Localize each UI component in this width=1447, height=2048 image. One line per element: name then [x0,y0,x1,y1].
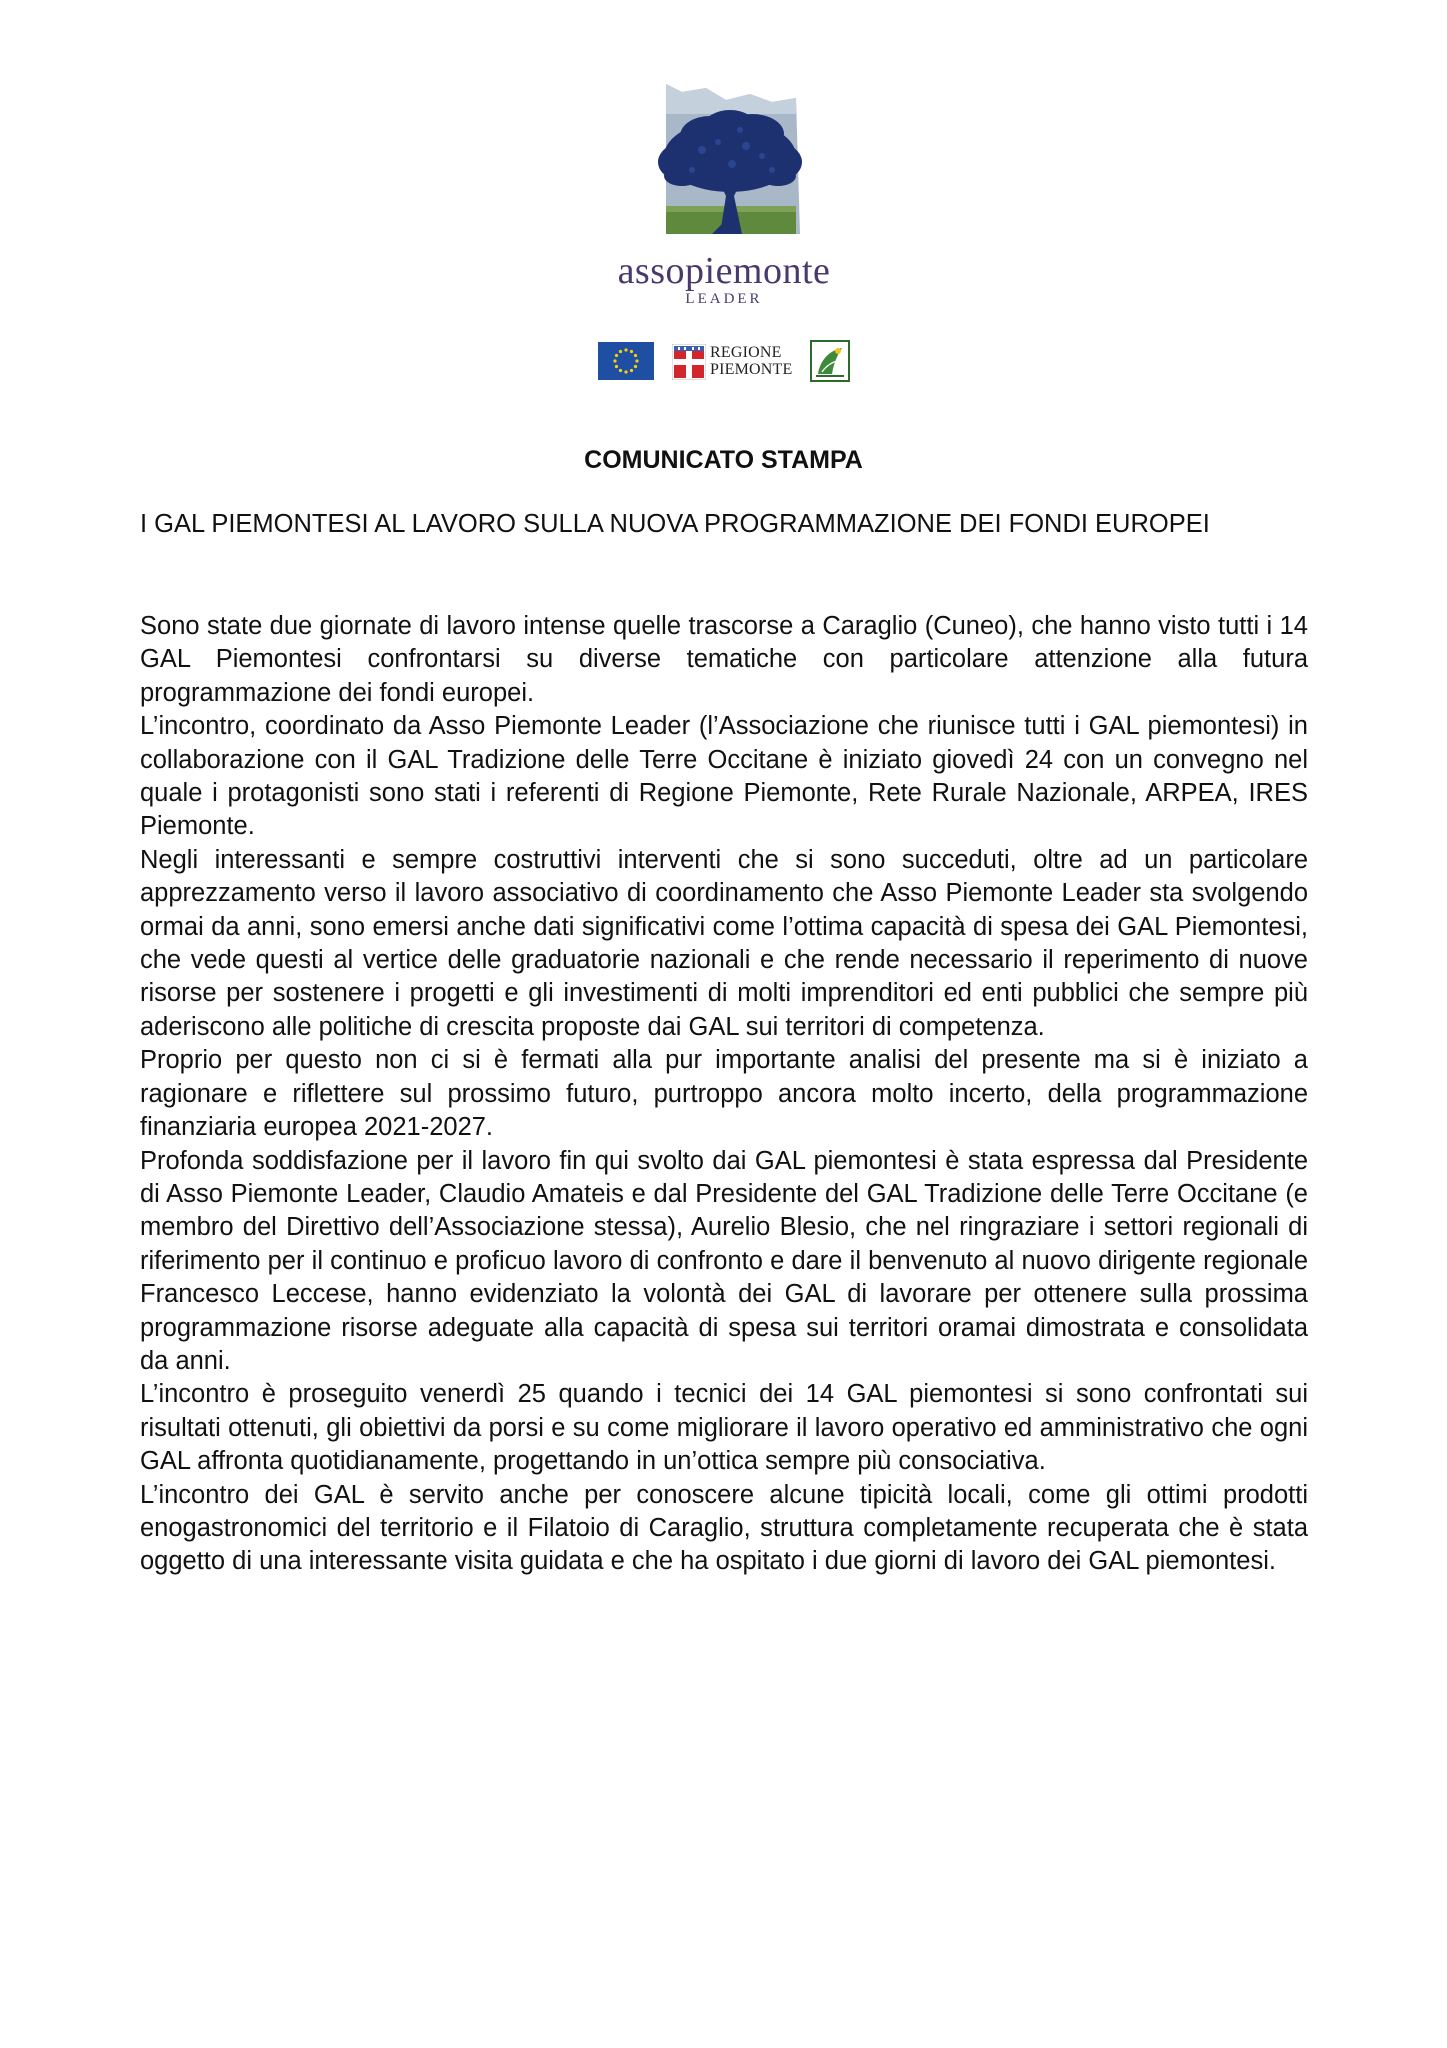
regione-label-line1: REGIONE [710,344,782,361]
partner-logos [596,340,858,382]
brand-name: assopiemonte [617,250,831,292]
tree-logo-icon [622,84,824,256]
body-paragraph: Proprio per questo non ci si è fermati alla pur importante analisi del presente ma si è iniziato a ragionare e riflettere sul prossimo futuro, purtroppo ancora molto incerto, della programmazione finanziaria europea 2021-2027. [140,1046,1308,1142]
body-paragraph: Profonda soddisfazione per il lavoro fin qui svolto dai GAL piemontesi è stata espressa dal Presidente di Asso Piemonte Leader, Claudio Amateis e dal Presidente del GAL Tradizione delle Terre Occitane (e membro del Direttivo dell’Associazione stessa), Aurelio Blesio, che nel ringraziare i settori regionali di riferimento per il continuo e proficuo lavoro di confronto e dare il benvenuto al nuovo dirigente regionale Francesco Leccese, hanno evidenziato la volontà dei GAL di lavorare per ottenere sulla prossima programmazione risorse adeguate alla capacità di spesa sui territori oramai dimostrata e consolidata da anni. [140,1146,1308,1375]
body-paragraph: L’incontro, coordinato da Asso Piemonte Leader (l’Associazione che riunisce tutti i GAL piemontesi) in collaborazione con il GAL Tradizione delle Terre Occitane è iniziato giovedì 24 con un convegno nel quale i protagonisti sono stati i referenti di Regione Piemonte, Rete Rurale Nazionale, ARPEA, IRES Piemonte. [140,712,1308,841]
regione-label-line2: PIEMONTE [710,361,793,378]
body-paragraph: Negli interessanti e sempre costruttivi interventi che si sono succeduti, oltre ad un particolare apprezzamento verso il lavoro associativo di coordinamento che Asso Piemonte Leader sta svolgendo ormai da anni, sono emersi anche dati significativi come l’ottima capacità di spesa dei GAL Piemontesi, che vede questi al vertice delle graduatorie nazionali e che rende necessario il reperimento di nuove risorse per sostenere i progetti e gli investimenti di molti imprenditori ed enti pubblici che sempre più aderiscono alle politiche di crescita proposte dai GAL sui territori di competenza. [140,845,1308,1041]
regione-piemonte-label [710,344,792,378]
regione-piemonte-logo [672,344,793,380]
eu-flag-icon [598,342,654,380]
assopiemonte-logo [604,84,844,314]
brand-subtitle: LEADER [685,291,763,307]
leader-logo-icon [810,340,850,382]
document-title: I GAL PIEMONTESI AL LAVORO SULLA NUOVA PROGRAMMAZIONE DEI FONDI EUROPEI [140,510,1210,538]
document-body [140,610,1308,1579]
body-paragraph: Sono state due giornate di lavoro intense quelle trascorse a Caraglio (Cuneo), che hanno visto tutti i 14 GAL Piemontesi confrontarsi su diverse tematiche con particolare attenzione alla futura programmazione dei fondi europei. [140,612,1308,707]
regione-piemonte-crest-icon [672,344,706,380]
body-paragraph: L’incontro dei GAL è servito anche per conoscere alcune tipicità locali, come gli ottimi prodotti enogastronomici del territorio e il Filatoio di Caraglio, struttura completamente recuperata che è stata oggetto di una interessante visita guidata e che ha ospitato i due giorni di lavoro dei GAL piemontesi. [140,1480,1308,1576]
body-paragraph: L’incontro è proseguito venerdì 25 quando i tecnici dei 14 GAL piemontesi si sono confrontati sui risultati ottenuti, gli obiettivi da porsi e su come migliorare il lavoro operativo ed amministrativo che ogni GAL affronta quotidianamente, progettando in un’ottica sempre più consociativa. [140,1380,1308,1476]
document-heading: COMUNICATO STAMPA [584,446,863,474]
